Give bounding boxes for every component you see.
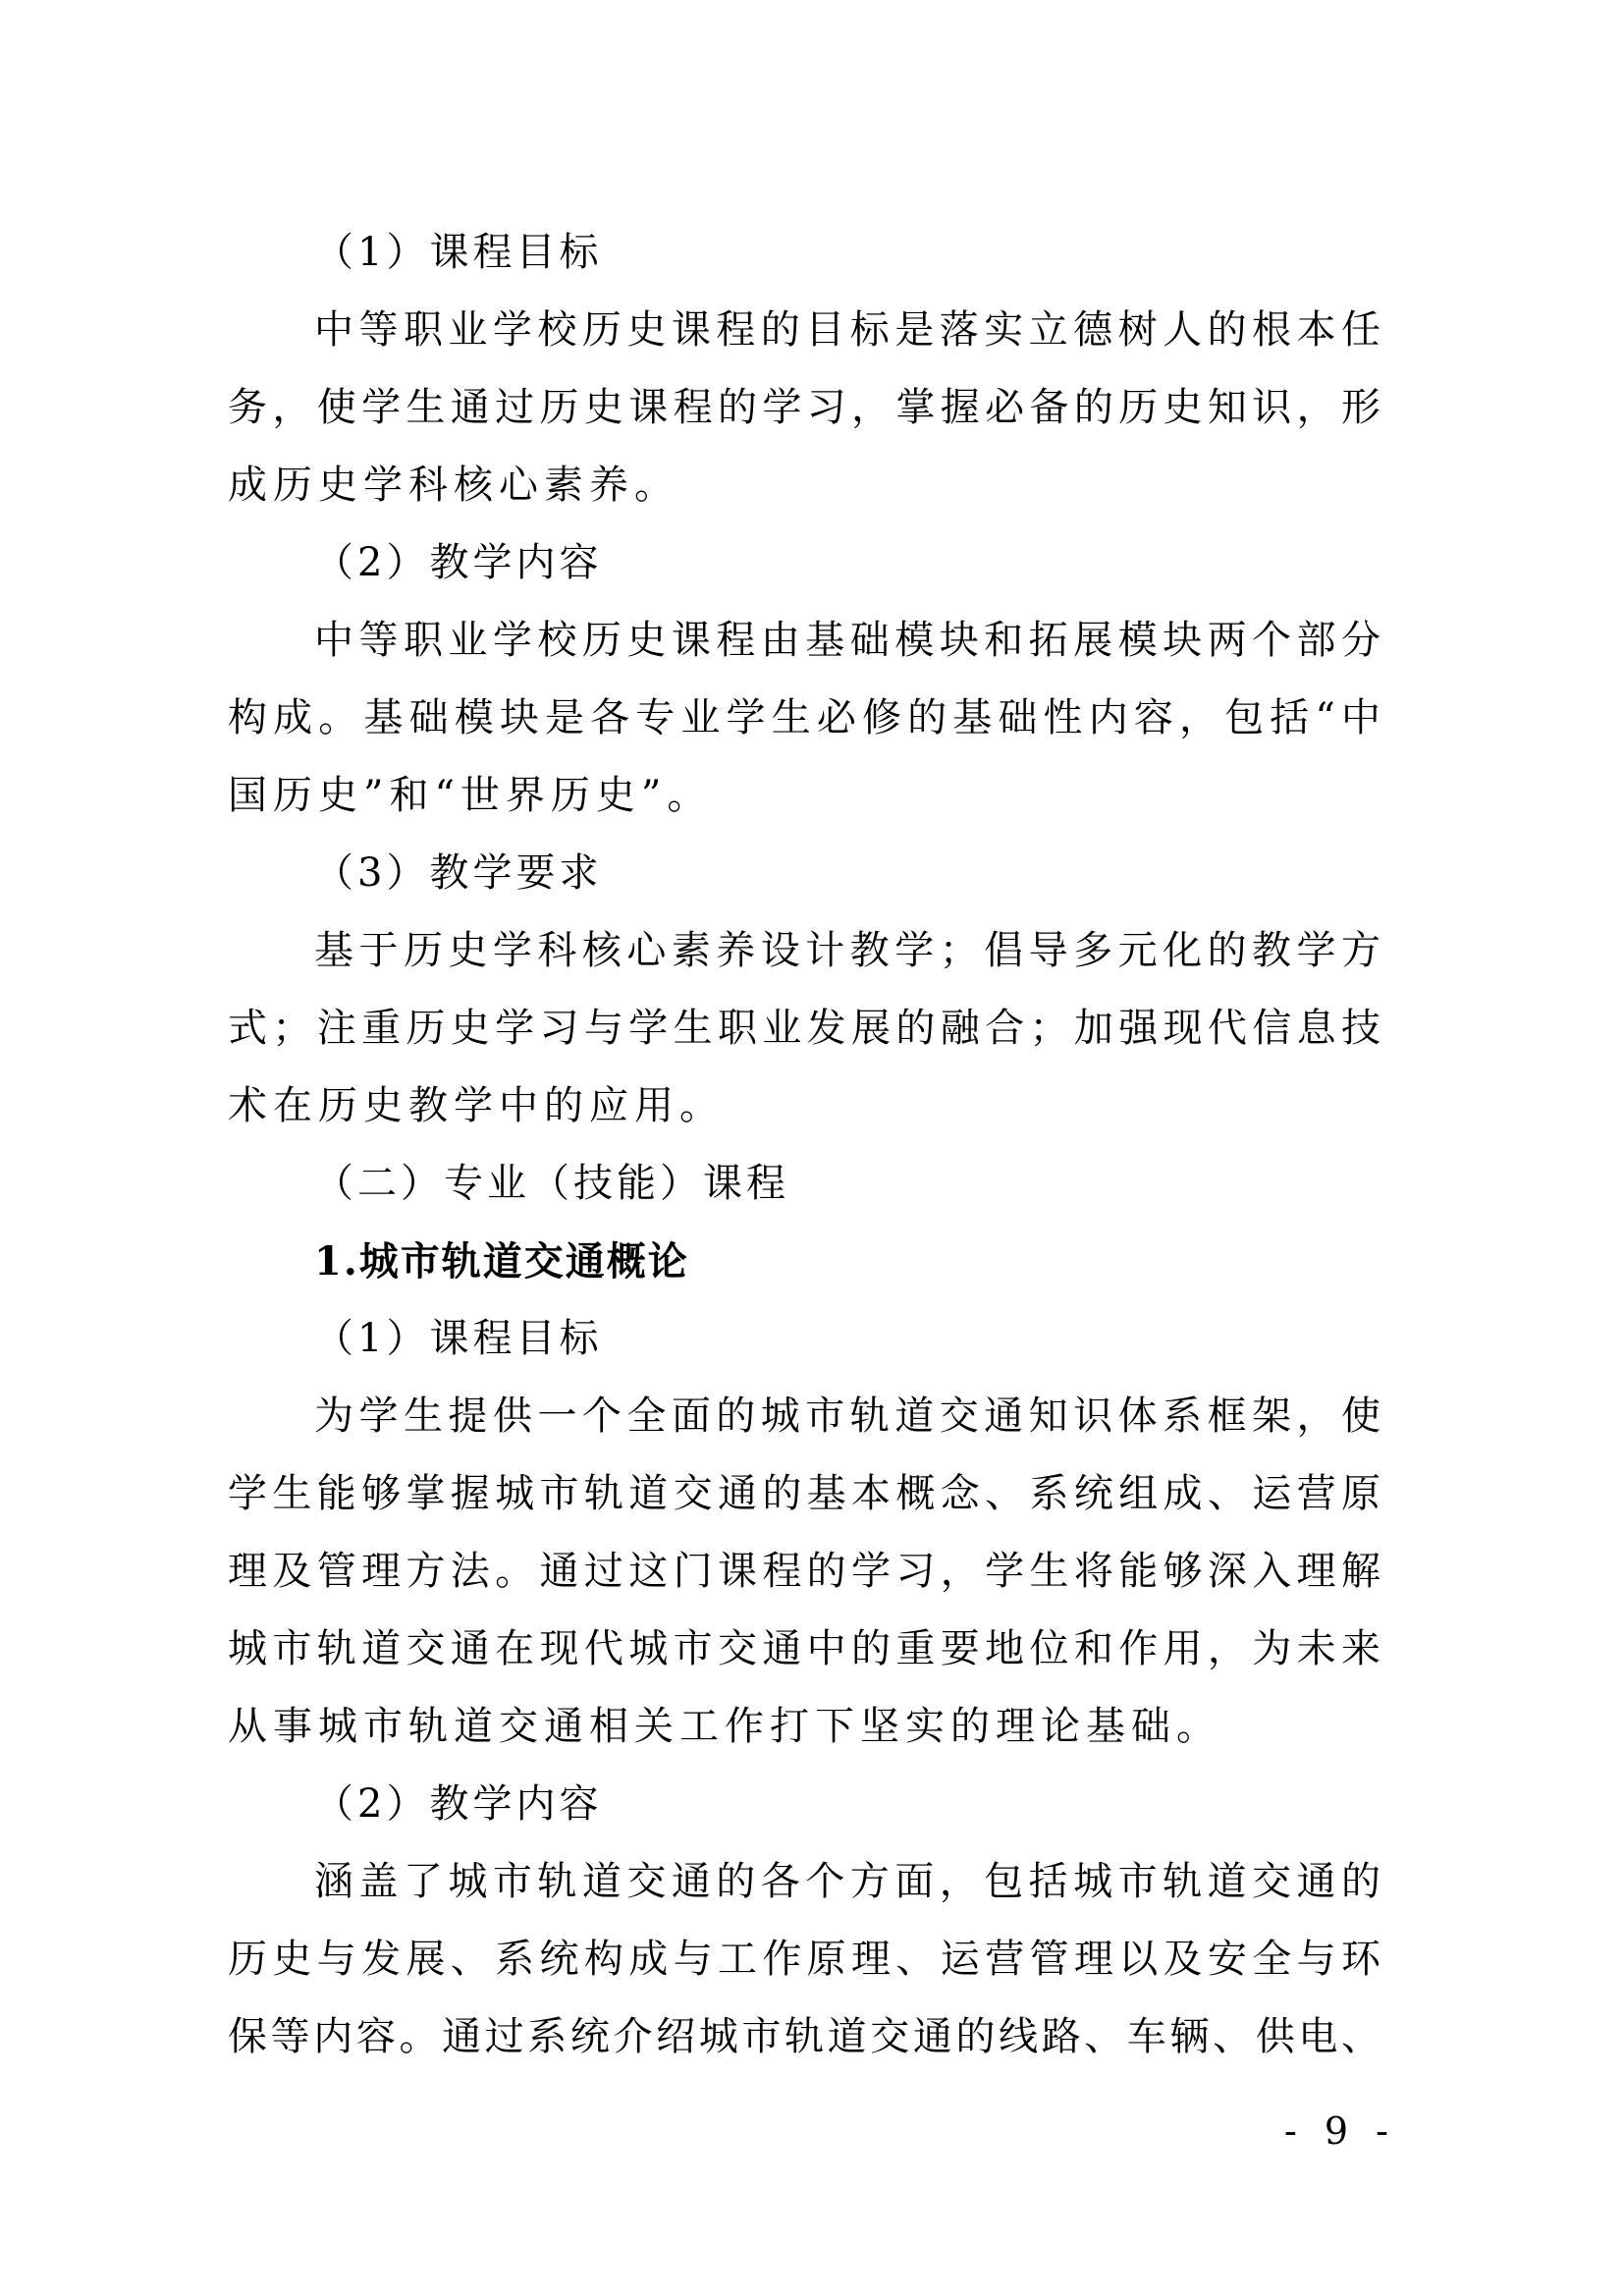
paragraph-line: 从事城市轨道交通相关工作打下坚实的理论基础。 (228, 1704, 1221, 1749)
section-heading-teaching-content: （2）教学内容 (314, 1781, 603, 1827)
paragraph-line: 构成。基础模块是各专业学生必修的基础性内容，包括“中 (228, 695, 1380, 740)
course-title: 1.城市轨道交通概论 (314, 1238, 689, 1285)
paragraph-line: 为学生提供一个全面的城市轨道交通知识体系框架，使 (314, 1394, 1380, 1439)
paragraph-line: 理及管理方法。通过这门课程的学习，学生将能够深入理解 (228, 1549, 1380, 1594)
paragraph-line: 务，使学生通过历史课程的学习，掌握必备的历史知识，形 (228, 385, 1380, 430)
paragraph-line: 历史与发展、系统构成与工作原理、运营管理以及安全与环 (228, 1937, 1380, 1982)
section-heading-professional-courses: （二）专业（技能）课程 (314, 1161, 789, 1206)
paragraph-line: 城市轨道交通在现代城市交通中的重要地位和作用，为未来 (228, 1626, 1380, 1671)
paragraph-line: 涵盖了城市轨道交通的各个方面，包括城市轨道交通的 (314, 1859, 1380, 1904)
section-heading-course-objective: （1）课程目标 (314, 230, 603, 275)
paragraph-line: 术在历史教学中的应用。 (228, 1083, 725, 1128)
paragraph-line: 成历史学科核心素养。 (228, 463, 679, 508)
section-heading-teaching-requirements: （3）教学要求 (314, 850, 603, 896)
paragraph-line: 国历史”和“世界历史”。 (228, 773, 713, 818)
paragraph-line: 基于历史学科核心素养设计教学；倡导多元化的教学方 (314, 928, 1380, 973)
document-body (228, 214, 1380, 2076)
paragraph-line: 中等职业学校历史课程由基础模块和拓展模块两个部分 (314, 618, 1380, 663)
section-heading-course-objective: （1）课程目标 (314, 1316, 603, 1361)
section-heading-teaching-content: （2）教学内容 (314, 540, 603, 585)
paragraph-line: 保等内容。通过系统介绍城市轨道交通的线路、车辆、供电、 (228, 2014, 1380, 2059)
page-number: - 9 - (1284, 2109, 1397, 2153)
paragraph-line: 式；注重历史学习与学生职业发展的融合；加强现代信息技 (228, 1006, 1380, 1051)
paragraph-line: 学生能够掌握城市轨道交通的基本概念、系统组成、运营原 (228, 1471, 1380, 1516)
paragraph-line: 中等职业学校历史课程的目标是落实立德树人的根本任 (314, 307, 1380, 353)
